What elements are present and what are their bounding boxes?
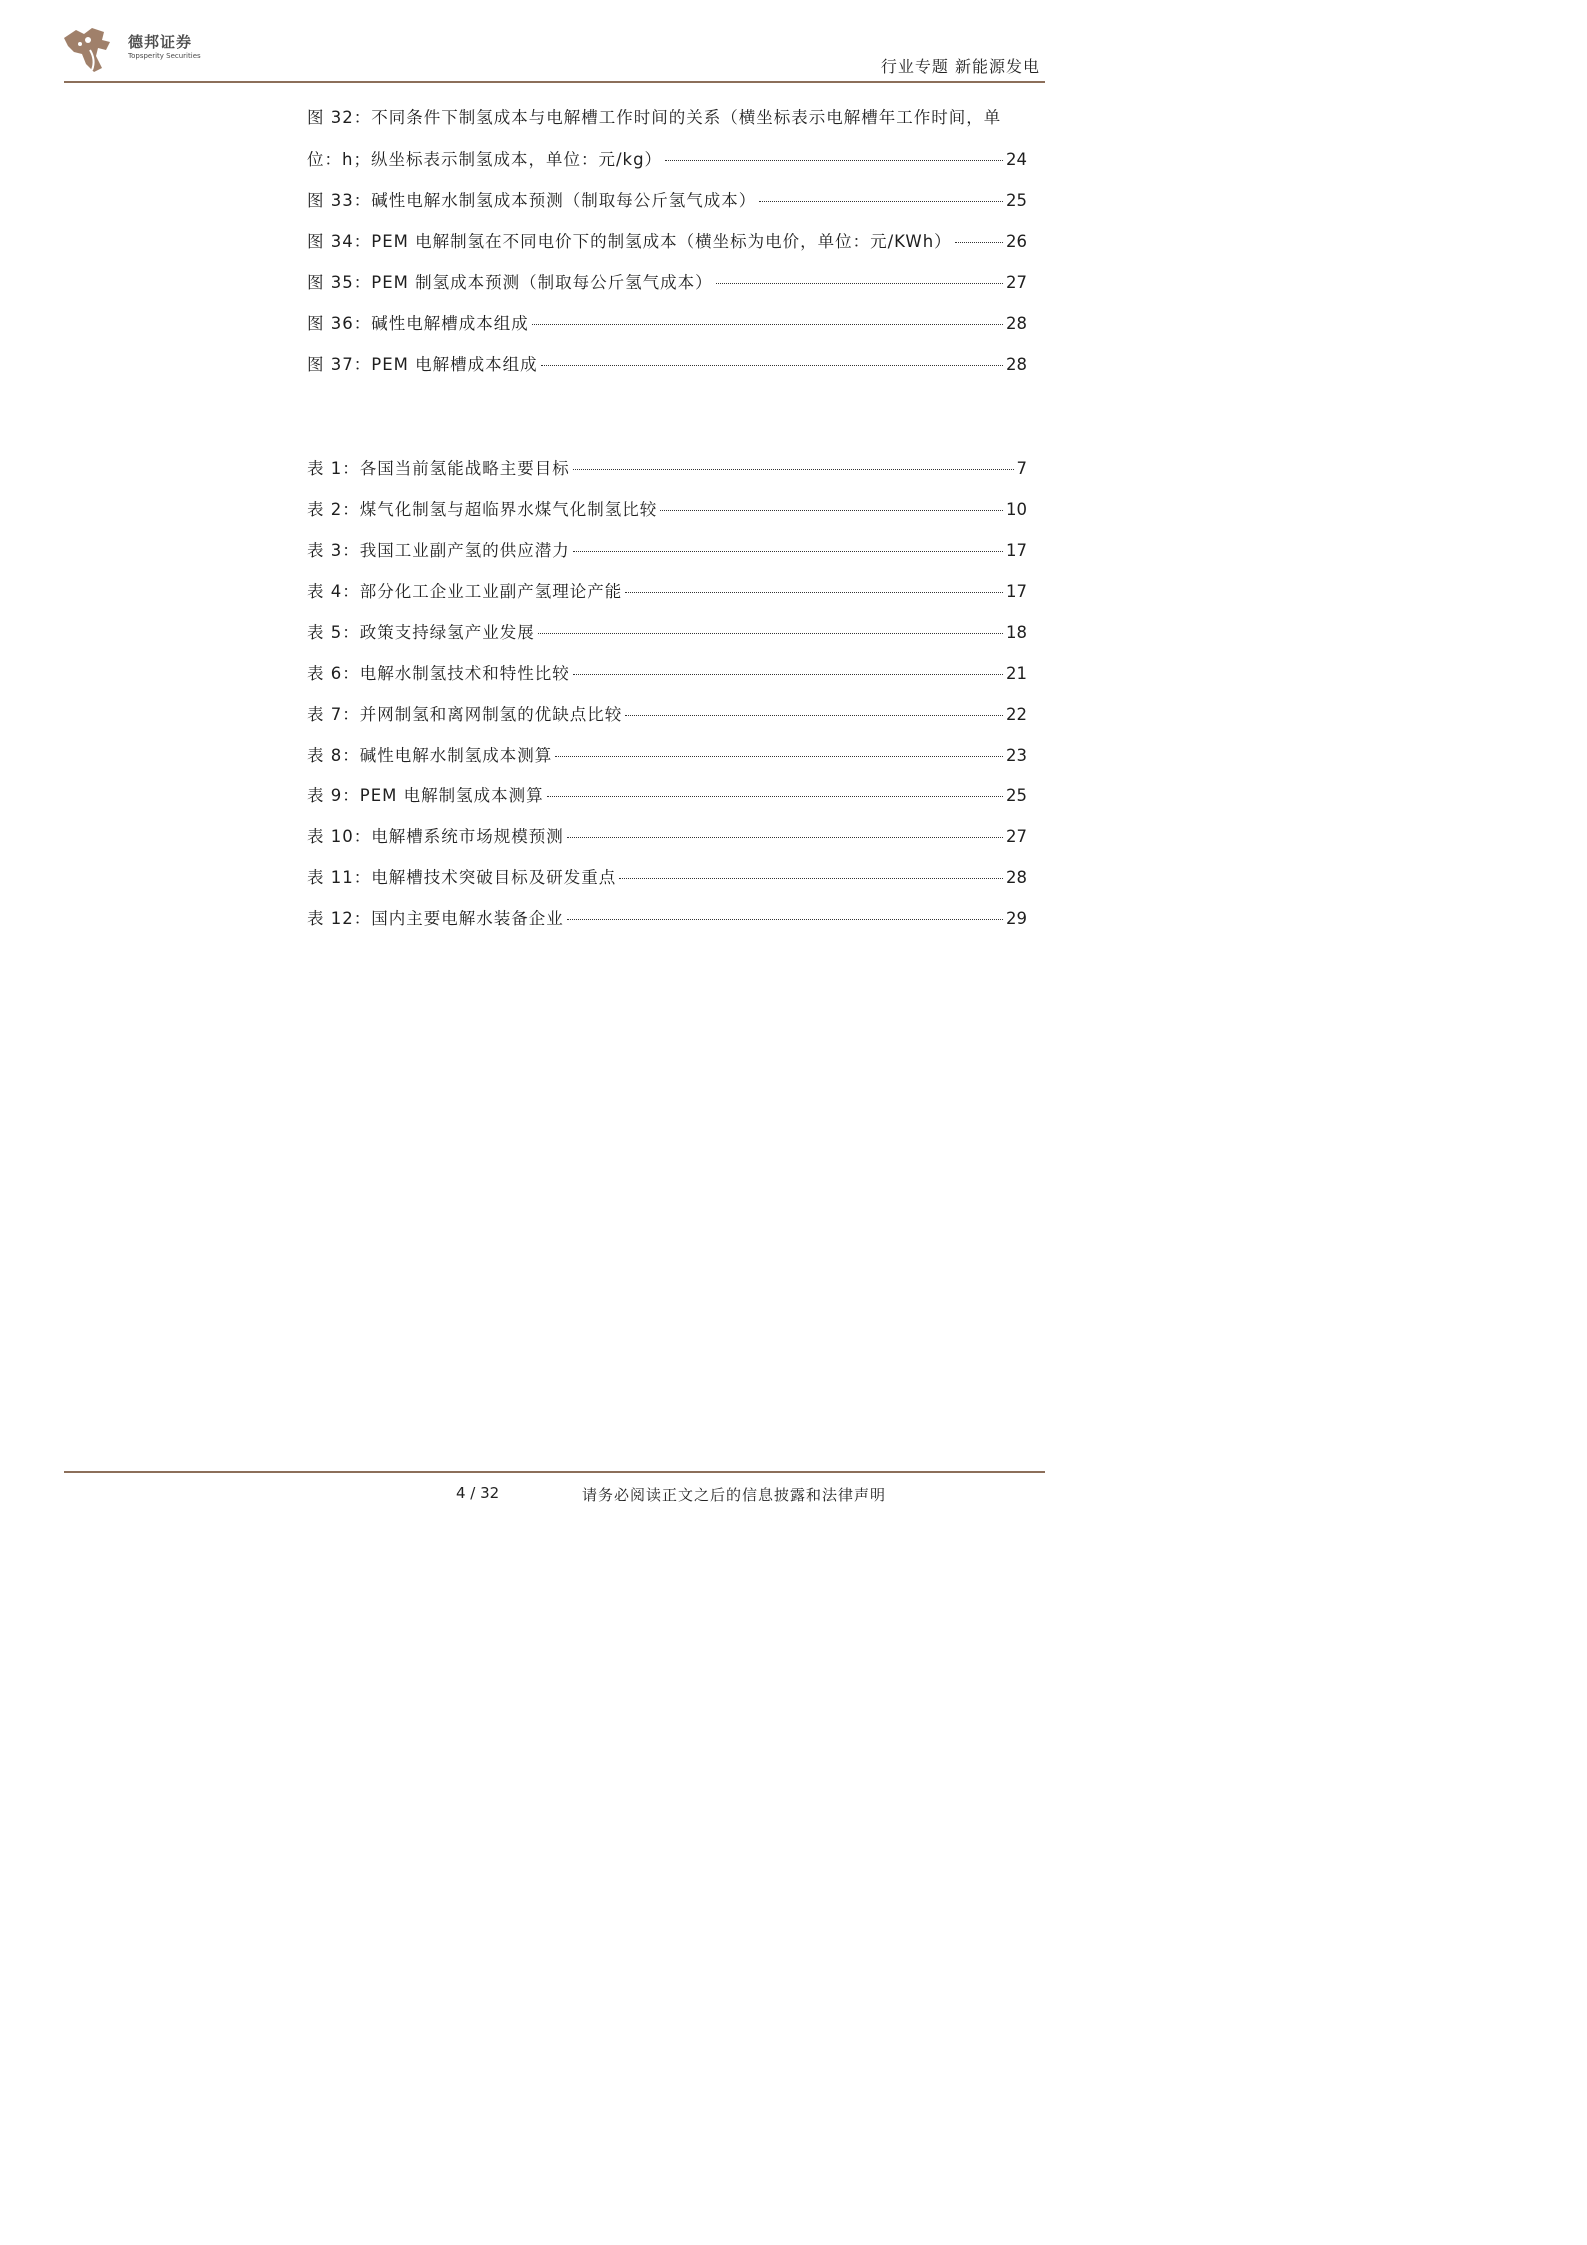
table-entry-title: 表 9：PEM 电解制氢成本测算	[307, 786, 544, 805]
figure-entry-page: 28	[1006, 355, 1027, 374]
table-entry[interactable]	[307, 578, 1027, 600]
leader-dots	[573, 469, 1014, 470]
figure-entry-page: 27	[1006, 273, 1027, 292]
figure-entry-title: 图 34：PEM 电解制氢在不同电价下的制氢成本（横坐标为电价，单位：元/KWh）	[307, 232, 952, 251]
figure-entry-title: 位：h；纵坐标表示制氢成本，单位：元/kg）	[307, 150, 663, 169]
table-entry[interactable]	[307, 455, 1027, 477]
leader-dots	[555, 756, 1003, 757]
table-entry-page: 27	[1006, 827, 1027, 846]
table-entry-title: 表 5：政策支持绿氢产业发展	[307, 623, 535, 642]
table-entry-page: 10	[1006, 500, 1027, 519]
logo-icon	[62, 24, 122, 76]
table-entry-page: 18	[1006, 623, 1027, 642]
table-entry[interactable]	[307, 782, 1027, 804]
table-entry-title: 表 7：并网制氢和离网制氢的优缺点比较	[307, 705, 623, 724]
table-entry-title: 表 8：碱性电解水制氢成本测算	[307, 746, 553, 765]
report-category: 行业专题 新能源发电	[880, 57, 1040, 76]
figure-entry[interactable]	[307, 351, 1027, 373]
figure-entry-title: 图 33：碱性电解水制氢成本预测（制取每公斤氢气成本）	[307, 191, 757, 210]
leader-dots	[532, 324, 1003, 325]
leader-dots	[567, 837, 1003, 838]
leader-dots	[955, 242, 1003, 243]
leader-dots	[619, 878, 1003, 879]
table-entry[interactable]	[307, 619, 1027, 641]
table-entry-page: 22	[1006, 705, 1027, 724]
table-entry-title: 表 6：电解水制氢技术和特性比较	[307, 664, 570, 683]
disclaimer-note: 请务必阅读正文之后的信息披露和法律声明	[582, 1486, 887, 1504]
table-entry-page: 25	[1006, 786, 1027, 805]
table-entry[interactable]	[307, 905, 1027, 927]
table-entry[interactable]	[307, 742, 1027, 764]
leader-dots	[538, 633, 1003, 634]
figure-entry[interactable]	[307, 187, 1027, 209]
figure-entry-page: 26	[1006, 232, 1027, 251]
leader-dots	[573, 674, 1003, 675]
table-entry[interactable]	[307, 864, 1027, 886]
table-entry[interactable]	[307, 537, 1027, 559]
table-entry-page: 23	[1006, 746, 1027, 765]
table-entry[interactable]	[307, 496, 1027, 518]
table-entry-title: 表 2：煤气化制氢与超临界水煤气化制氢比较	[307, 500, 658, 519]
leader-dots	[665, 160, 1003, 161]
leader-dots	[567, 919, 1003, 920]
leader-dots	[759, 201, 1003, 202]
figure-entry-title: 图 37：PEM 电解槽成本组成	[307, 355, 538, 374]
table-entry-title: 表 10：电解槽系统市场规模预测	[307, 827, 564, 846]
footer-divider	[64, 1471, 1045, 1473]
table-entry-page: 7	[1016, 459, 1027, 478]
leader-dots	[625, 715, 1003, 716]
company-name-en: Topsperity Securities	[128, 52, 201, 60]
table-entry-title: 表 4：部分化工企业工业副产氢理论产能	[307, 582, 623, 601]
figure-entry-page: 28	[1006, 314, 1027, 333]
leader-dots	[573, 551, 1003, 552]
figure-entry[interactable]	[307, 228, 1027, 250]
table-entry-page: 21	[1006, 664, 1027, 683]
table-entry-title: 表 11：电解槽技术突破目标及研发重点	[307, 868, 617, 887]
table-entry-page: 17	[1006, 582, 1027, 601]
header-divider	[64, 81, 1045, 83]
table-entry[interactable]	[307, 823, 1027, 845]
table-entry-title: 表 1：各国当前氢能战略主要目标	[307, 459, 570, 478]
table-entry[interactable]	[307, 701, 1027, 723]
leader-dots	[541, 365, 1003, 366]
company-logo	[62, 24, 222, 76]
figure-entry-page: 24	[1006, 150, 1027, 169]
leader-dots	[547, 796, 1003, 797]
leader-dots	[660, 510, 1003, 511]
figure-entry[interactable]	[307, 310, 1027, 332]
figure-entry-page: 25	[1006, 191, 1027, 210]
figure-entry[interactable]	[307, 146, 1027, 168]
table-entry-page: 17	[1006, 541, 1027, 560]
table-entry-page: 29	[1006, 909, 1027, 928]
table-entry-page: 28	[1006, 868, 1027, 887]
table-entry[interactable]	[307, 660, 1027, 682]
table-entry-title: 表 12：国内主要电解水装备企业	[307, 909, 564, 928]
leader-dots	[625, 592, 1003, 593]
figure-entry[interactable]	[307, 269, 1027, 291]
company-name-cn: 德邦证券	[128, 33, 193, 51]
table-entry-title: 表 3：我国工业副产氢的供应潜力	[307, 541, 570, 560]
figure-entry-title: 图 35：PEM 制氢成本预测（制取每公斤氢气成本）	[307, 273, 713, 292]
figure-entry-32-line1: 图 32：不同条件下制氢成本与电解槽工作时间的关系（横坐标表示电解槽年工作时间，单	[307, 108, 1002, 127]
figure-entry-title: 图 36：碱性电解槽成本组成	[307, 314, 529, 333]
leader-dots	[716, 283, 1003, 284]
page-number: 4 / 32	[456, 1484, 500, 1502]
